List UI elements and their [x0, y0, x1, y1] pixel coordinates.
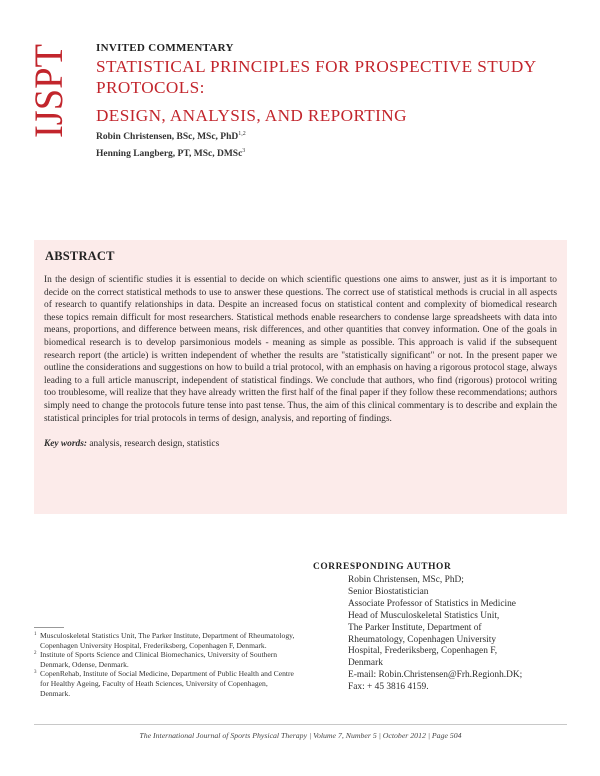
keywords [44, 439, 557, 449]
affiliation-mark: 1,2 [238, 131, 246, 137]
affiliation-item: 3 CopenRehab, Institute of Social Medicine, Department of Public Health and Centre for Healthy Ageing, Faculty of Heath Sciences, University of Copenhagen, Denmark. [34, 669, 294, 698]
journal-logo [26, 40, 71, 140]
abstract-body: In the design of scientific studies it is essential to decide on which scientific questions one aims to answer, just as it is important to decide on the correct statistical methods to use to answer these questions. The correct use of statistical methods is crucial in all aspects of research to quantify relationships in data. Despite an increased focus on statistical content and complexity of biomedical research these topics remain difficult for most researchers. Statistical methods enable researchers to condense large spreadsheets with data into means, proportions, and difference between means, risk differences, and other quantities that convey information. One of the goals in biomedical research is to develop parsimonious models - meaning as simple as possible. This approach is valid if the subsequent research report (the article) is written independent of whether the results are "statistically significant" or not. In the present paper we outline the considerations and suggestions on how to build a trial protocol, with an emphasis on having a rigorous protocol stage, always leading to a full article manuscript, independent of statistical findings. We conclude that authors, who find (rigorous) protocol writing too troublesome, will realize that they have already written the first half of the final paper if they follow these recommendations; authors simply need to change the protocols future tense into past tense. Thus, the aim of this clinical commentary is to describe and explain the statistical principles for trial protocols in terms of design, analysis, and reporting of findings. [44, 275, 557, 424]
abstract-box [34, 240, 567, 514]
corresponding-author-heading: CORRESPONDING AUTHOR [313, 562, 452, 572]
corr-line: Denmark [348, 658, 383, 669]
corresponding-author-details [348, 575, 578, 694]
logo-text: IJSPT [26, 40, 71, 138]
footer-divider [34, 724, 567, 725]
corr-line: Associate Professor of Statistics in Medicine [348, 598, 516, 609]
author: Robin Christensen, BSc, MSc, PhD$^{1,2}$ [96, 131, 246, 143]
author: Henning Langberg, PT, MSc, DMSc$^3$ [96, 148, 246, 160]
affiliation-item: 1 Musculoskeletal Statistics Unit, The Parker Institute, Department of Rheumatology, Copenhagen University Hospital, Frederiksberg, Copenhagen F, Denmark. [34, 631, 295, 650]
corr-line: Rheumatology, Copenhagen University [348, 634, 497, 645]
corr-fax: Fax: + 45 3816 4159. [348, 682, 429, 693]
page-footer: The International Journal of Sports Physical Therapy | Volume 7, Number 5 | October 2012 | Page 504 [139, 731, 462, 740]
corr-line: Head of Musculoskeletal Statistics Unit, [348, 610, 500, 621]
affiliation-item: 2 Institute of Sports Science and Clinical Biomechanics, University of Southern Denmark, Odense, Denmark. [34, 650, 278, 669]
corr-email: E-mail: Robin.Christensen@Frh.Regionh.DK; [348, 670, 523, 681]
corr-line: Senior Biostatistician [348, 586, 429, 597]
affiliations [34, 631, 296, 698]
title-line-1: STATISTICAL PRINCIPLES FOR PROSPECTIVE STUDY [96, 57, 537, 76]
corr-line: The Parker Institute, Department of [348, 622, 482, 633]
affiliation-mark: 3 [242, 148, 246, 155]
keywords-value: analysis, research design, statistics [89, 439, 220, 450]
corr-line: Hospital, Frederiksberg, Copenhagen F, [348, 646, 498, 657]
keywords-label: Key words: [44, 439, 87, 450]
article-title [96, 56, 566, 126]
abstract-heading: ABSTRACT [45, 249, 115, 263]
corr-line: Robin Christensen, MSc, PhD; [348, 575, 464, 585]
author-list [96, 127, 246, 161]
article-type-label: INVITED COMMENTARY [96, 42, 234, 54]
footnote-divider [34, 627, 64, 628]
title-line-3: DESIGN, ANALYSIS, AND REPORTING [96, 106, 407, 125]
title-line-2: PROTOCOLS: [96, 78, 205, 97]
